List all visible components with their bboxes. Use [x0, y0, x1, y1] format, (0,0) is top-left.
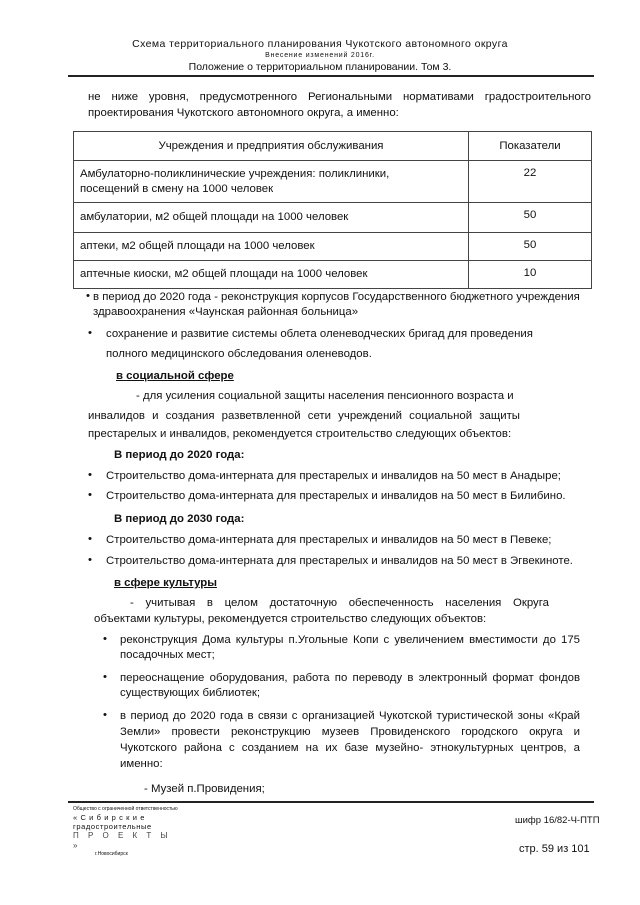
culture-item-2-line-2: существующих библиотек;: [120, 687, 261, 699]
table-cell-value: 50: [469, 233, 592, 261]
social-paragraph-line-1: - для усиления социальной защиты населения пенсионного возраста и: [136, 390, 514, 402]
cell-text: Амбулаторно-поликлинические учреждения: поликлиники,: [80, 167, 390, 180]
table-cell-name: [74, 161, 469, 203]
bullet-icon: •: [103, 633, 107, 645]
table-row: [74, 261, 592, 289]
page-number: стр. 59 из 101: [519, 843, 590, 855]
table-cell-name: аптечные киоски, м2 общей площади на 1000 человек: [74, 261, 469, 289]
table-row: [74, 233, 592, 261]
health-item-1: [93, 290, 593, 320]
bullet-icon: •: [88, 469, 92, 481]
culture-item-3-line-4: именно:: [120, 758, 163, 770]
table-header-row: [74, 132, 592, 161]
health-item-2-line-1: сохранение и развитие системы облета оленеводческих бригад для проведения: [106, 328, 533, 340]
culture-item-3-line-1: в период до 2020 года в связи с организацией Чукотской туристической зоны «Край: [120, 710, 580, 722]
document-cipher: шифр 16/82-Ч-ПТП: [515, 815, 600, 826]
museum-item: - Музей п.Провидения;: [144, 783, 265, 795]
table-header-services: Учреждения и предприятия обслуживания: [74, 132, 469, 161]
list-item: Строительство дома-интерната для престарелых и инвалидов на 50 мест в Певеке;: [106, 534, 552, 546]
bullet-icon: •: [103, 671, 107, 683]
bullet-icon: •: [88, 533, 92, 545]
table-header-indicators: Показатели: [469, 132, 592, 161]
culture-item-3-line-3: Чукотского района с созданием на их базе музейно- этнокультурных центров, а: [120, 742, 580, 754]
logo-line: градостроительные: [73, 822, 152, 831]
table-cell-name: амбулатории, м2 общей площади на 1000 человек: [74, 203, 469, 233]
culture-item-1-line-1: реконструкция Дома культуры п.Угольные Копи с увеличением вместимости до 175: [120, 634, 580, 646]
logo-caption: Общество с ограниченной ответственностью: [73, 806, 178, 812]
list-item: Строительство дома-интерната для престарелых и инвалидов на 50 мест в Билибино.: [106, 490, 566, 502]
table-cell-value: 22: [469, 161, 592, 203]
bullet-icon: •: [86, 290, 90, 302]
footer-divider: [68, 801, 594, 803]
logo-line: « С и б и р с к и е: [73, 813, 145, 822]
list-item: Строительство дома-интерната для престарелых и инвалидов на 50 мест в Анадыре;: [106, 470, 561, 482]
text-line: в период до 2020 года - реконструкция корпусов Государственного бюджетного учреждения: [93, 291, 580, 303]
period-2020-heading: В период до 2020 года:: [114, 449, 245, 461]
company-logo: [73, 806, 183, 858]
bullet-icon: •: [88, 554, 92, 566]
doc-edition: Внесение изменений 2016г.: [265, 52, 375, 59]
list-item: Строительство дома-интерната для престарелых и инвалидов на 50 мест в Эгвекиноте.: [106, 555, 573, 567]
bullet-icon: •: [88, 327, 92, 339]
bullet-icon: •: [103, 709, 107, 721]
text-line: здравоохранения «Чаунская районная больница»: [93, 306, 359, 318]
doc-title: Схема территориального планирования Чукотского автономного округа: [132, 38, 508, 50]
bullet-icon: •: [88, 489, 92, 501]
period-2030-heading: В период до 2030 года:: [114, 513, 245, 525]
table-row: [74, 161, 592, 203]
logo-city: г.Новосибирск: [95, 851, 128, 857]
table-row: [74, 203, 592, 233]
table-cell-value: 50: [469, 203, 592, 233]
culture-heading: в сфере культуры: [114, 577, 217, 589]
intro-line-1: не ниже уровня, предусмотренного Региональными нормативами градостроительного: [88, 91, 591, 103]
culture-item-1-line-2: посадочных мест;: [120, 649, 215, 661]
culture-item-2-line-1: переоснащение оборудования, работа по переводу в электронный формат фондов: [120, 672, 580, 684]
services-table: [73, 131, 592, 289]
table-cell-name: аптеки, м2 общей площади на 1000 человек: [74, 233, 469, 261]
social-paragraph-line-2: инвалидов и создания разветвленной сети учреждений социальной защиты: [88, 410, 520, 422]
culture-item-3-line-2: Земли» провести реконструкцию музеев Провиденского городского округа и: [120, 726, 580, 738]
social-heading: в социальной сфере: [116, 370, 234, 382]
culture-paragraph-line-1: - учитывая в целом достаточную обеспеченность населения Округа: [130, 597, 549, 609]
intro-line-2: проектирования Чукотского автономного округа, а именно:: [88, 107, 399, 119]
social-paragraph-line-3: престарелых и инвалидов, рекомендуется строительство следующих объектов:: [88, 428, 512, 440]
cell-text: посещений в смену на 1000 человек: [80, 182, 274, 195]
culture-paragraph-line-2: объектами культуры, рекомендуется строительство следующих объектов:: [94, 613, 487, 625]
logo-line: П Р О Е К Т Ы »: [73, 831, 172, 850]
table-cell-value: 10: [469, 261, 592, 289]
health-item-2-line-2: полного медицинского обследования оленеводов.: [106, 348, 372, 360]
doc-volume: Положение о территориальном планировании. Том 3.: [188, 61, 452, 73]
header-divider: [68, 75, 594, 77]
